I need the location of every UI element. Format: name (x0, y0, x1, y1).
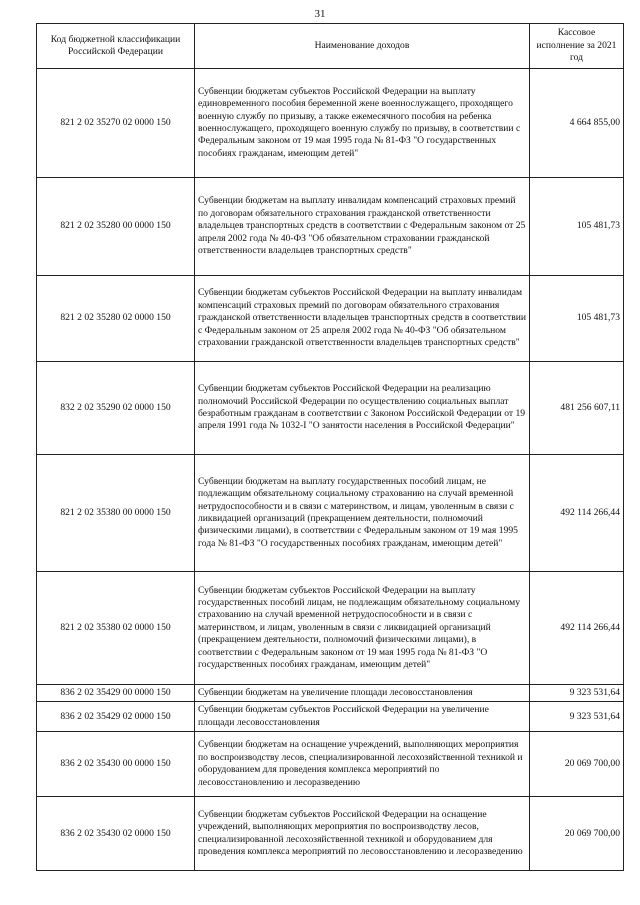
row-amount: 20 069 700,00 (530, 797, 624, 871)
row-amount: 481 256 607,11 (530, 362, 624, 455)
table-row (37, 276, 624, 362)
row-code: 821 2 02 35280 00 0000 150 (37, 178, 195, 276)
row-amount: 20 069 700,00 (530, 732, 624, 797)
table-row (37, 685, 624, 702)
row-amount: 4 664 855,00 (530, 69, 624, 178)
table-row (37, 702, 624, 732)
row-code: 821 2 02 35380 00 0000 150 (37, 455, 195, 572)
row-name: Субвенции бюджетам на увеличение площади лесовосстановления (195, 685, 530, 702)
row-code: 832 2 02 35290 02 0000 150 (37, 362, 195, 455)
header-name: Наименование доходов (195, 24, 530, 69)
row-name: Субвенции бюджетам субъектов Российской Федерации на реализацию полномочий Российской Федерации по осуществлению социальных выплат безработным гражданам в соответствии с Законом Российской Федерации от 19 апреля 1991 года № 1032-I "О занятости населения в Российской Федерации" (195, 362, 530, 455)
row-name: Субвенции бюджетам субъектов Российской Федерации на выплату инвалидам компенсаций страховых премий по договорам обязательного страхования гражданской ответственности владельцев транспортных средств в соответствии с Федеральным законом от 25 апреля 2002 года № 40-ФЗ "Об обязательном страховании гражданской ответственности владельцев транспортных средств" (195, 276, 530, 362)
row-name: Субвенции бюджетам субъектов Российской Федерации на увеличение площади лесовосстановления (195, 702, 530, 732)
row-amount: 492 114 266,44 (530, 455, 624, 572)
row-code: 821 2 02 35380 02 0000 150 (37, 572, 195, 685)
row-name: Субвенции бюджетам на выплату инвалидам компенсаций страховых премий по договорам обязательного страхования гражданской ответственности владельцев транспортных средств в соответствии с Федеральным законом от 25 апреля 2002 года № 40-ФЗ "Об обязательном страховании гражданской ответственности владельцев транспортных средств" (195, 178, 530, 276)
row-amount: 9 323 531,64 (530, 685, 624, 702)
row-code: 821 2 02 35280 02 0000 150 (37, 276, 195, 362)
header-amount: Кассовое исполнение за 2021 год (530, 24, 624, 69)
revenue-table (36, 23, 624, 871)
table-row (37, 362, 624, 455)
table-row (37, 69, 624, 178)
row-code: 821 2 02 35270 02 0000 150 (37, 69, 195, 178)
row-code: 836 2 02 35430 02 0000 150 (37, 797, 195, 871)
table-header-row (37, 24, 624, 69)
row-name: Субвенции бюджетам на выплату государственных пособий лицам, не подлежащим обязательному социальному страхованию на случай временной нетрудоспособности и в связи с материнством, и лицам, уволенным в связи с ликвидацией организаций (прекращением деятельности, полномочий физическими лицами), в соответствии с Федеральным законом от 19 мая 1995 года № 81-ФЗ "О государственных пособиях гражданам, имеющим детей" (195, 455, 530, 572)
table-row (37, 572, 624, 685)
row-amount: 492 114 266,44 (530, 572, 624, 685)
row-code: 836 2 02 35429 00 0000 150 (37, 685, 195, 702)
page-number: 31 (314, 8, 326, 20)
table-row (37, 732, 624, 797)
row-name: Субвенции бюджетам на оснащение учреждений, выполняющих мероприятия по воспроизводству лесов, специализированной лесохозяйственной техникой и оборудованием для проведения комплекса мероприятий по лесовосстановлению и лесоразведению (195, 732, 530, 797)
row-name: Субвенции бюджетам субъектов Российской Федерации на выплату государственных пособий лицам, не подлежащим обязательному социальному страхованию на случай временной нетрудоспособности и в связи с материнством, и лицам, уволенным в связи с ликвидацией организаций (прекращением деятельности, полномочий физическими лицами), в соответствии с Федеральным законом от 19 мая 1995 года № 81-ФЗ "О государственных пособиях гражданам, имеющим детей" (195, 572, 530, 685)
row-code: 836 2 02 35430 00 0000 150 (37, 732, 195, 797)
table-row (37, 797, 624, 871)
header-code: Код бюджетной классификации Российской Федерации (37, 24, 195, 69)
table-row (37, 178, 624, 276)
row-amount: 9 323 531,64 (530, 702, 624, 732)
row-amount: 105 481,73 (530, 276, 624, 362)
row-code: 836 2 02 35429 02 0000 150 (37, 702, 195, 732)
row-name: Субвенции бюджетам субъектов Российской Федерации на выплату единовременного пособия беременной жене военнослужащего, проходящего военную службу по призыву, а также ежемесячного пособия на ребенка военнослужащего, проходящего военную службу по призыву, в соответствии с Федеральным законом от 19 мая 1995 года № 81-ФЗ "О государственных пособиях гражданам, имеющим детей" (195, 69, 530, 178)
row-name: Субвенции бюджетам субъектов Российской Федерации на оснащение учреждений, выполняющих мероприятия по воспроизводству лесов, специализированной лесохозяйственной техникой и оборудованием для проведения комплекса мероприятий по лесовосстановлению и лесоразведению (195, 797, 530, 871)
row-amount: 105 481,73 (530, 178, 624, 276)
table-row (37, 455, 624, 572)
